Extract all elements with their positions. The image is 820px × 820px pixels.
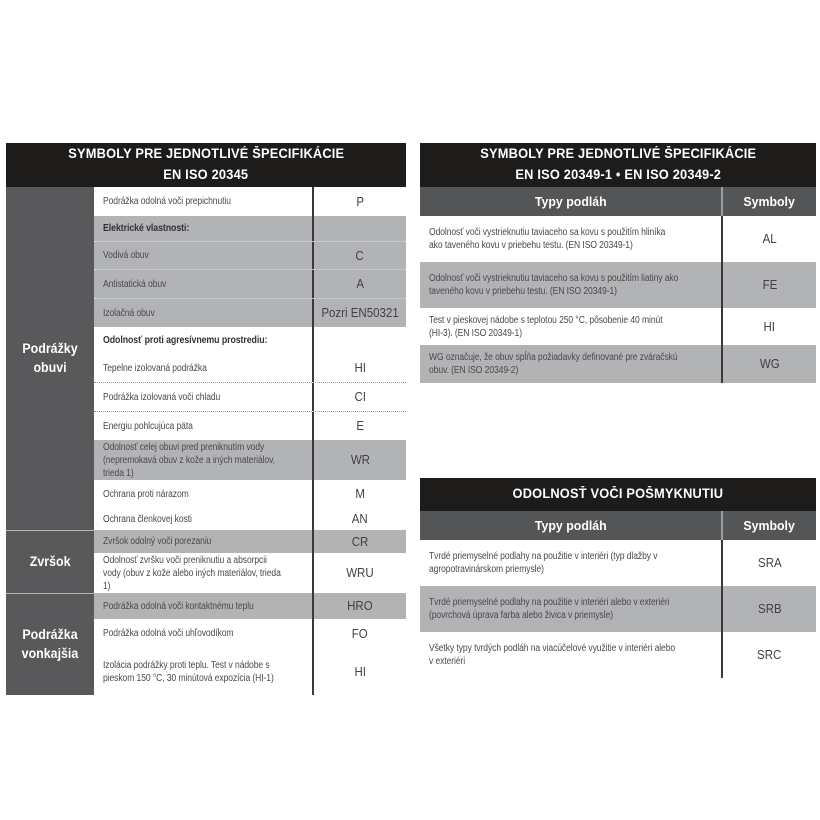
spec-symbol: CR bbox=[351, 534, 369, 549]
spec-description: Všetky typy tvrdých podláh na viacúčelové využitie v interiéri alebo v exteriéri bbox=[429, 643, 676, 667]
spec-description: Podrážka odolná voči prepichnutiu bbox=[103, 196, 231, 207]
spec-description: Odolnosť proti agresívnemu prostrediu: bbox=[103, 334, 268, 346]
spec-description: Antistatická obuv bbox=[103, 278, 167, 290]
table-title-line2: EN ISO 20349-1 • EN ISO 20349-2 bbox=[515, 167, 721, 182]
spec-symbol: E bbox=[356, 419, 364, 433]
table-header-slip-resistance bbox=[420, 478, 816, 511]
spec-row bbox=[94, 440, 406, 480]
spec-row bbox=[94, 216, 406, 241]
spec-symbol: HRO bbox=[347, 599, 373, 613]
spec-row bbox=[94, 553, 406, 593]
symbols-column-header: Symboly bbox=[743, 194, 796, 209]
table-title-line2: EN ISO 20345 bbox=[163, 167, 249, 182]
floor-types-column-header: Typy podláh bbox=[534, 518, 607, 533]
spec-row bbox=[420, 540, 816, 586]
spec-symbol: HI bbox=[354, 361, 366, 375]
group-label: Podrážky obuvi bbox=[22, 341, 78, 375]
spec-row bbox=[420, 632, 816, 678]
spec-description: Test v pieskovej nádobe s teplotou 250 °C, pôsobenie 40 minút (HI-3). (EN ISO 20349-1) bbox=[429, 314, 663, 339]
section-podrazka-vonkajsia bbox=[6, 593, 406, 695]
spec-row bbox=[94, 269, 406, 298]
spec-row bbox=[420, 308, 816, 345]
group-cell bbox=[6, 593, 94, 695]
spec-table-en-iso-20349 bbox=[420, 143, 816, 383]
spec-description: Izolácia podrážky proti teplu. Test v nádobe s pieskom 150 °C, 30 minútová expozícia (HI-1) bbox=[103, 659, 274, 684]
spec-description: Energiu pohlcujúca päta bbox=[103, 420, 193, 432]
spec-row bbox=[94, 187, 406, 216]
spec-symbol: HI bbox=[354, 664, 366, 679]
spec-row bbox=[420, 345, 816, 383]
spec-description: Izolačná obuv bbox=[103, 307, 155, 319]
table-title: ODOLNOSŤ VOČI POŠMYKNUTIU bbox=[512, 486, 724, 502]
spec-description: Odolnosť celej obuvi pred preniknutím vody (nepremokavá obuv z kože a iných materiálov, trieda 1) bbox=[103, 441, 275, 479]
spec-symbol: M bbox=[355, 487, 365, 501]
section-zvrsok bbox=[6, 530, 406, 593]
spec-description: Zvršok odolný voči porezaniu bbox=[103, 536, 212, 547]
spec-description: Odolnosť voči vystrieknutiu taviaceho sa kovu s použitím liatiny ako taveného kovu v priebehu testu. (EN ISO 20349-1) bbox=[429, 273, 679, 297]
spec-row bbox=[94, 298, 406, 327]
spec-description: Ochrana členkovej kosti bbox=[103, 513, 192, 525]
column-header-row bbox=[420, 511, 816, 540]
spec-symbol: A bbox=[356, 277, 364, 291]
spec-description: Podrážka odolná voči uhľovodíkom bbox=[103, 628, 234, 639]
spec-row bbox=[94, 530, 406, 553]
spec-row bbox=[94, 619, 406, 648]
table-title-line1: SYMBOLY PRE JEDNOTLIVÉ ŠPECIFIKÁCIE bbox=[67, 146, 345, 162]
spec-symbol: FO bbox=[352, 626, 368, 641]
group-cell bbox=[6, 530, 94, 593]
spec-description: Odolnosť zvršku voči preniknutiu a absorpcii vody (obuv z kože alebo iných materiálov, trieda 1) bbox=[103, 554, 281, 592]
spec-description: Tvrdé priemyselné podlahy na použitie v interiéri (typ dlažby v agropotravinárskom priemysle) bbox=[429, 551, 658, 575]
spec-row bbox=[94, 648, 406, 695]
spec-symbol: SRB bbox=[757, 602, 782, 616]
spec-symbol: SRA bbox=[757, 556, 782, 570]
spec-description: Tepelne izolovaná podrážka bbox=[103, 362, 207, 374]
spec-row bbox=[420, 262, 816, 308]
symbols-column-header: Symboly bbox=[743, 518, 796, 533]
spec-row bbox=[94, 480, 406, 508]
spec-symbol: Pozri EN50321 bbox=[321, 306, 399, 320]
column-header-row bbox=[420, 187, 816, 216]
spec-symbol: AN bbox=[352, 512, 368, 526]
table-header-en-iso-20345 bbox=[6, 143, 406, 187]
spec-description: Vodivá obuv bbox=[103, 250, 149, 261]
spec-description: Podrážka odolná voči kontaktnému teplu bbox=[103, 600, 254, 612]
spec-symbol: C bbox=[355, 248, 365, 263]
spec-description: Tvrdé priemyselné podlahy na použitie v interiéri alebo v exteriéri (povrchová úprava farba alebo živica v priemysle) bbox=[429, 597, 670, 621]
spec-symbol: WR bbox=[350, 453, 370, 467]
spec-row bbox=[94, 508, 406, 530]
spec-row bbox=[420, 586, 816, 632]
group-cell bbox=[6, 187, 94, 530]
spec-symbol: SRC bbox=[757, 648, 782, 662]
spec-symbol: AL bbox=[762, 232, 777, 246]
spec-row bbox=[94, 382, 406, 411]
spec-description: Elektrické vlastnosti: bbox=[103, 222, 190, 234]
spec-symbol: WG bbox=[759, 357, 780, 371]
spec-row bbox=[94, 411, 406, 440]
spec-description: WG označuje, že obuv spĺňa požiadavky definované pre zváračskú obuv. (EN ISO 20349-2) bbox=[429, 352, 678, 376]
spec-table-slip-resistance bbox=[420, 478, 816, 678]
spec-row bbox=[94, 593, 406, 619]
spec-symbol: P bbox=[356, 194, 364, 209]
spec-symbol: FE bbox=[762, 278, 777, 292]
spec-row bbox=[94, 241, 406, 269]
spec-row bbox=[420, 216, 816, 262]
spec-symbol: WRU bbox=[346, 566, 374, 580]
spec-description: Odolnosť voči vystrieknutiu taviaceho sa kovu s použitím hliníka ako taveného kovu v priebehu testu. (EN ISO 20349-1) bbox=[429, 227, 666, 251]
spec-symbol: HI bbox=[763, 319, 776, 334]
spec-description: Podrážka izolovaná voči chladu bbox=[103, 391, 221, 403]
spec-description: Ochrana proti nárazom bbox=[103, 488, 189, 500]
floor-types-column-header: Typy podláh bbox=[534, 194, 607, 209]
group-label: Podrážka vonkajšia bbox=[21, 627, 79, 661]
spec-table-en-iso-20345 bbox=[6, 143, 406, 695]
table-title-line1: SYMBOLY PRE JEDNOTLIVÉ ŠPECIFIKÁCIE bbox=[479, 146, 757, 162]
table-header-en-iso-20349 bbox=[420, 143, 816, 187]
spec-row bbox=[94, 327, 406, 354]
group-label: Zvršok bbox=[29, 553, 71, 569]
spec-row bbox=[94, 354, 406, 382]
section-podrazky-obuvi bbox=[6, 187, 406, 530]
spec-symbol: CI bbox=[354, 390, 366, 404]
